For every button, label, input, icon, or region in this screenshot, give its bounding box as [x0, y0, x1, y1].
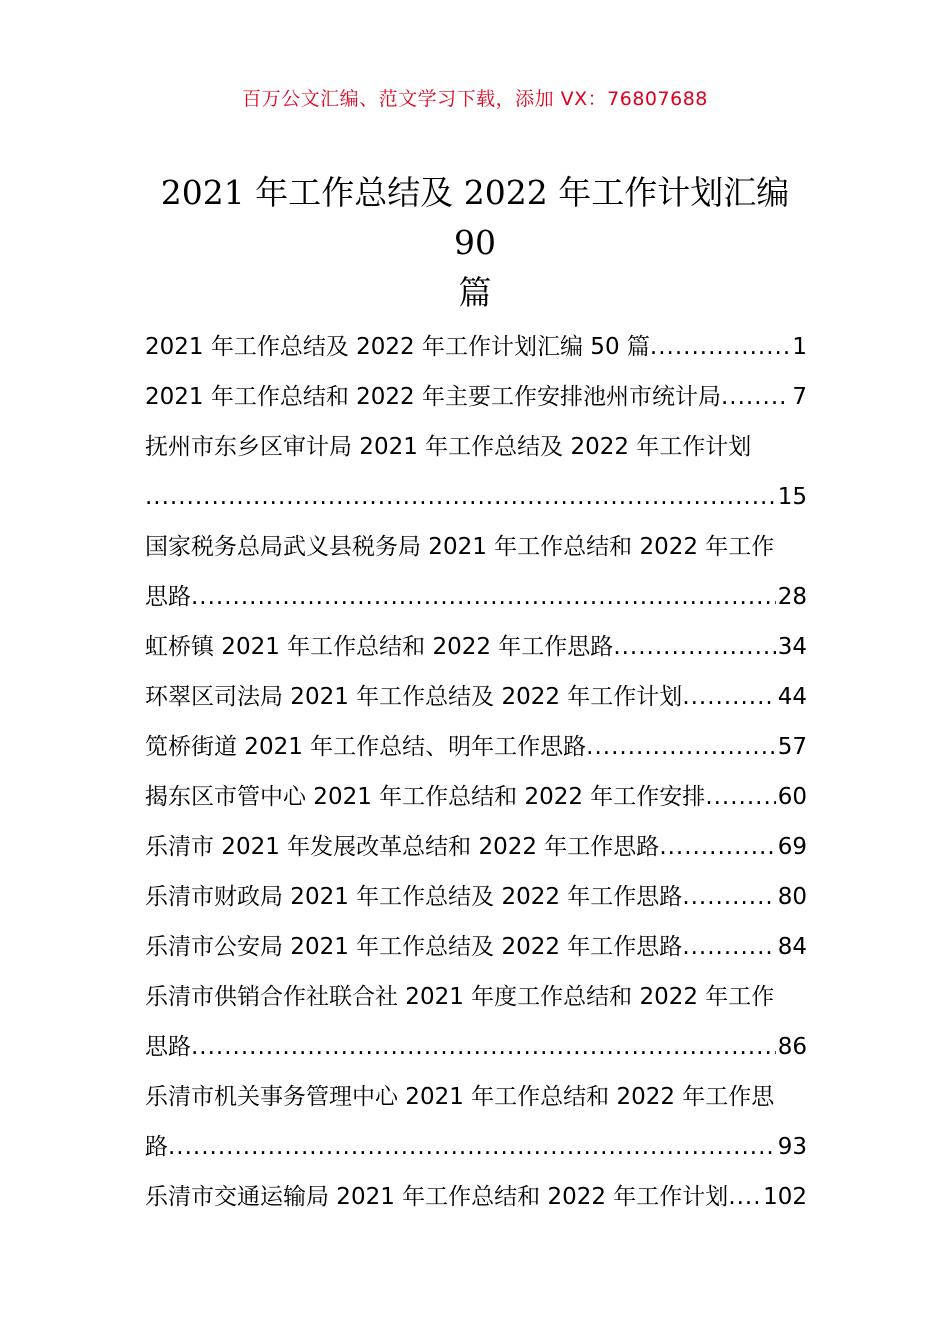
toc-entry-title: 抚州市东乡区审计局 2021 年工作总结及 2022 年工作计划: [145, 434, 752, 460]
toc-leader-dots: [721, 372, 790, 422]
toc-entry-line: [145, 422, 807, 472]
toc-page-number: 60: [777, 784, 807, 810]
toc-entry-title: 乐清市财政局 2021 年工作总结及 2022 年工作思路: [145, 884, 683, 910]
toc-leader-dots: [705, 772, 775, 822]
toc-entry-line: [145, 872, 807, 922]
toc-leader-dots: [191, 1022, 776, 1072]
toc-entry[interactable]: [145, 872, 807, 922]
toc-entry-line: [145, 1122, 807, 1172]
toc-leader-dots: [659, 822, 775, 872]
toc-entry[interactable]: [145, 372, 807, 422]
toc-entry-line: [145, 572, 807, 622]
toc-entry-line: [145, 622, 807, 672]
toc-entry-title: 笕桥街道 2021 年工作总结、明年工作思路: [145, 734, 587, 760]
toc-entry-title: 2021 年工作总结及 2022 年工作计划汇编 50 篇: [145, 334, 650, 360]
document-title: [140, 168, 810, 318]
toc-entry-title: 虹桥镇 2021 年工作总结和 2022 年工作思路: [145, 634, 614, 660]
toc-leader-dots: [650, 322, 790, 372]
toc-page-number: 57: [777, 734, 807, 760]
toc-entry[interactable]: [145, 622, 807, 672]
title-line-2: 篇: [458, 273, 492, 312]
toc-entry[interactable]: [145, 1172, 807, 1222]
toc-entry-line: [145, 1172, 807, 1222]
toc-entry[interactable]: [145, 522, 807, 622]
watermark-header: 百万公文汇编、范文学习下载，添加 VX：76807688: [242, 88, 708, 110]
toc-page-number: 44: [777, 684, 807, 710]
toc-entry-title: 思路: [145, 584, 191, 610]
toc-entry[interactable]: [145, 422, 807, 522]
toc-entry-line: [145, 1022, 807, 1072]
toc-leader-dots: [168, 1122, 776, 1172]
toc-entry-title: 路: [145, 1134, 168, 1160]
toc-leader-dots: [586, 722, 776, 772]
toc-entry[interactable]: [145, 922, 807, 972]
toc-page-number: 102: [763, 1184, 807, 1210]
toc-entry-title: 乐清市交通运输局 2021 年工作总结和 2022 年工作计划: [145, 1184, 729, 1210]
toc-page-number: 93: [777, 1134, 807, 1160]
toc-page-number: 69: [777, 834, 807, 860]
toc-page-number: 7: [792, 384, 807, 410]
toc-leader-dots: [682, 872, 775, 922]
toc-entry-line: [145, 322, 807, 372]
toc-page-number: 80: [777, 884, 807, 910]
toc-entry-line: [145, 672, 807, 722]
toc-page-number: 34: [777, 634, 807, 660]
toc-entry-title: 2021 年工作总结和 2022 年主要工作安排池州市统计局: [145, 384, 721, 410]
toc-entry[interactable]: [145, 822, 807, 872]
toc-leader-dots: [682, 922, 775, 972]
toc-leader-dots: [145, 472, 776, 522]
toc-entry-line: [145, 972, 807, 1022]
toc-entry-title: 揭东区市管中心 2021 年工作总结和 2022 年工作安排: [145, 784, 706, 810]
toc-page-number: 84: [777, 934, 807, 960]
toc-entry[interactable]: [145, 672, 807, 722]
toc-page-number: 86: [777, 1034, 807, 1060]
toc-entry[interactable]: [145, 322, 807, 372]
toc-entry-line: [145, 922, 807, 972]
toc-entry-title: 思路: [145, 1034, 191, 1060]
toc-page-number: 1: [792, 334, 807, 360]
toc-entry-line: [145, 372, 807, 422]
toc-entry[interactable]: [145, 722, 807, 772]
toc-page-number: 28: [777, 584, 807, 610]
toc-entry-line: [145, 1072, 807, 1122]
toc-entry[interactable]: [145, 772, 807, 822]
toc-entry-line: [145, 522, 807, 572]
toc-entry-title: 乐清市公安局 2021 年工作总结及 2022 年工作思路: [145, 934, 683, 960]
table-of-contents: [145, 322, 807, 1222]
toc-entry-line: [145, 822, 807, 872]
toc-entry-title: 乐清市机关事务管理中心 2021 年工作总结和 2022 年工作思: [145, 1084, 775, 1110]
toc-leader-dots: [682, 672, 775, 722]
toc-leader-dots: [613, 622, 775, 672]
toc-entry[interactable]: [145, 972, 807, 1072]
toc-page-number: 15: [777, 484, 807, 510]
toc-entry-title: 乐清市 2021 年发展改革总结和 2022 年工作思路: [145, 834, 660, 860]
toc-entry-line: [145, 722, 807, 772]
toc-entry-line: [145, 472, 807, 522]
toc-entry-title: 国家税务总局武义县税务局 2021 年工作总结和 2022 年工作: [145, 534, 775, 560]
toc-entry-title: 环翠区司法局 2021 年工作总结及 2022 年工作计划: [145, 684, 683, 710]
title-line-1: 2021 年工作总结及 2022 年工作计划汇编 90: [160, 173, 790, 262]
toc-entry-title: 乐清市供销合作社联合社 2021 年度工作总结和 2022 年工作: [145, 984, 775, 1010]
toc-leader-dots: [728, 1172, 761, 1222]
toc-entry-line: [145, 772, 807, 822]
toc-entry[interactable]: [145, 1072, 807, 1172]
toc-leader-dots: [191, 572, 776, 622]
